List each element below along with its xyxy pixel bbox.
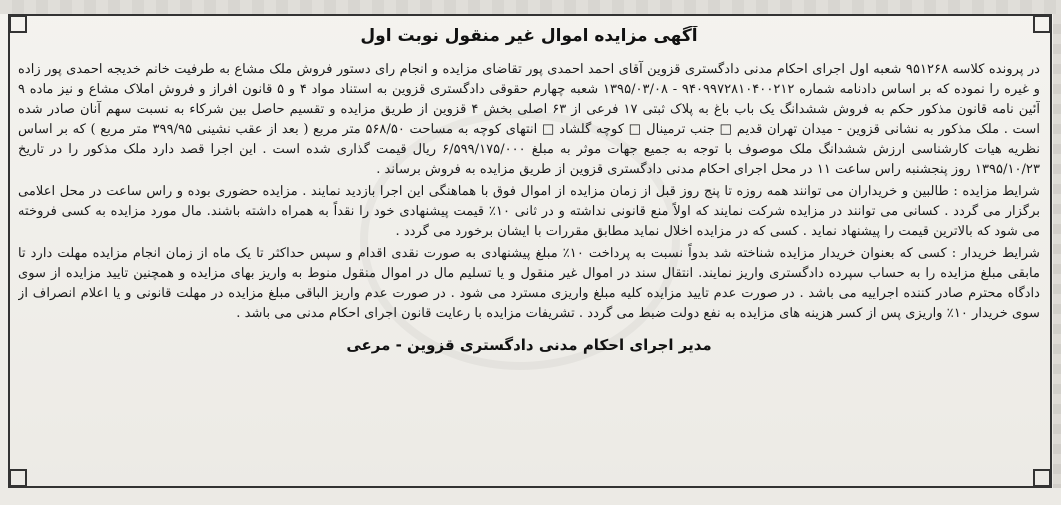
- notice-title: آگهی مزایده اموال غیر منقول نوبت اول: [360, 26, 698, 46]
- notice-footer: مدیر اجرای احکام مدنی دادگستری قزوین - مرعی: [346, 336, 712, 354]
- buyer-conditions-section: [18, 244, 1040, 324]
- right-clipping-edge: [1053, 14, 1061, 488]
- auction-conditions-text: شرایط مزایده : طالبین و خریداران می توانند همه روزه تا پنج روز قبل از زمان مزایده از اموال فوق با هماهنگی این اجرا بازدید نمایند . مزایده حضوری بوده و راس ساعت در محل اعلامی برگزار می گردد . کسانی می توانند در مزایده شرکت نمایند که اولاً منع قانونی نداشته و در ثانی ۱۰٪ قیمت پیشنهادی خود را نقداً به همراه داشته باشند. مال مورد مزایده به کسی فروخته می شود که بالاترین قیمت را پیشنهاد نماید . کسی که در مزایده اخلال نماید مطابق مقررات با ایشان برخورد می گردد .: [18, 184, 1040, 239]
- notice-content: [18, 26, 1040, 474]
- auction-conditions-section: [18, 182, 1040, 242]
- notice-main-text: در پرونده کلاسه ۹۵۱۲۶۸ شعبه اول اجرای احکام مدنی دادگستری قزوین آقای احمد احمدی پور تقاضای مزایده و انجام رای دستور فروش ملک مشاع به طرفیت خانم خدیجه احمدی پور زاده و غیره را نموده که بر اساس دادنامه شماره ۹۴۰۹۹۷۲۸۱۰۴۰۰۲۱۲ - ۱۳۹۵/۰۳/۰۸ شعبه چهارم حقوقی دادگستری قزوین به استناد مواد ۴ و ۵ قانون افراز و فروش املاک مشاع و نیز ماده ۹ آئین نامه قانون مذکور حکم به فروش ششدانگ یک باب باغ به پلاک ثبتی ۱۷ فرعی از ۶۳ اصلی بخش ۴ قزوین از طریق مزایده و تقسیم حاصل بین شرکاء به نسبت سهم آنان صادر شده است . ملک مذکور به نشانی قزوین - میدان تهران قدیم □ جنب ترمینال □ کوچه گلشاد □ انتهای کوچه به مساحت ۵۶۸/۵۰ متر مربع ( بعد از عقب نشینی ۳۹۹/۹۵ متر مربع ) که بر اساس نظریه هیات کارشناسی ارزش ششدانگ ملک موصوف با توجه به جمیع جهات موثر به مبلغ ۶/۵۹۹/۱۷۵/۰۰۰ ریال قیمت گذاری شده است . این اجرا قصد دارد ملک مذکور را در تاریخ ۱۳۹۵/۱۰/۲۳ روز پنجشنبه راس ساعت ۱۱ در محل اجرای احکام مدنی دادگستری قزوین از طریق مزایده به فروش برساند .: [18, 62, 1040, 177]
- buyer-conditions-text: شرایط خریدار : کسی که بعنوان خریدار مزایده شناخته شد بدواً نسبت به پرداخت ۱۰٪ مبلغ پیشنهادی به صورت نقدی اقدام و سپس حداکثر تا یک ماه از زمان انجام مزایده مهلت دارد تا مابقی مبلغ مزایده را به حساب سپرده دادگستری واریز نمایند. انتقال سند در اموال غیر منقول و یا تسلیم مال در اموال منقول منوط به واریز بهای مزایده و همچنین تایید مزایده از سوی دادگاه محترم صادر کننده اجراییه می باشد . در صورت عدم تایید مزایده کلیه مبلغ واریزی مسترد می شود . در صورت عدم واریز الباقی مبلغ مزایده در مهلت قانونی و یا اعلام انصراف از سوی خریدار ۱۰٪ واریزی پس از کسر هزینه های مزایده به نفع دولت ضبط می گردد . تشریفات مزایده با رعایت قانون اجرای احکام مدنی می باشد .: [18, 246, 1040, 321]
- top-clipping-edge: [0, 0, 1061, 14]
- notice-main-section: [18, 60, 1040, 180]
